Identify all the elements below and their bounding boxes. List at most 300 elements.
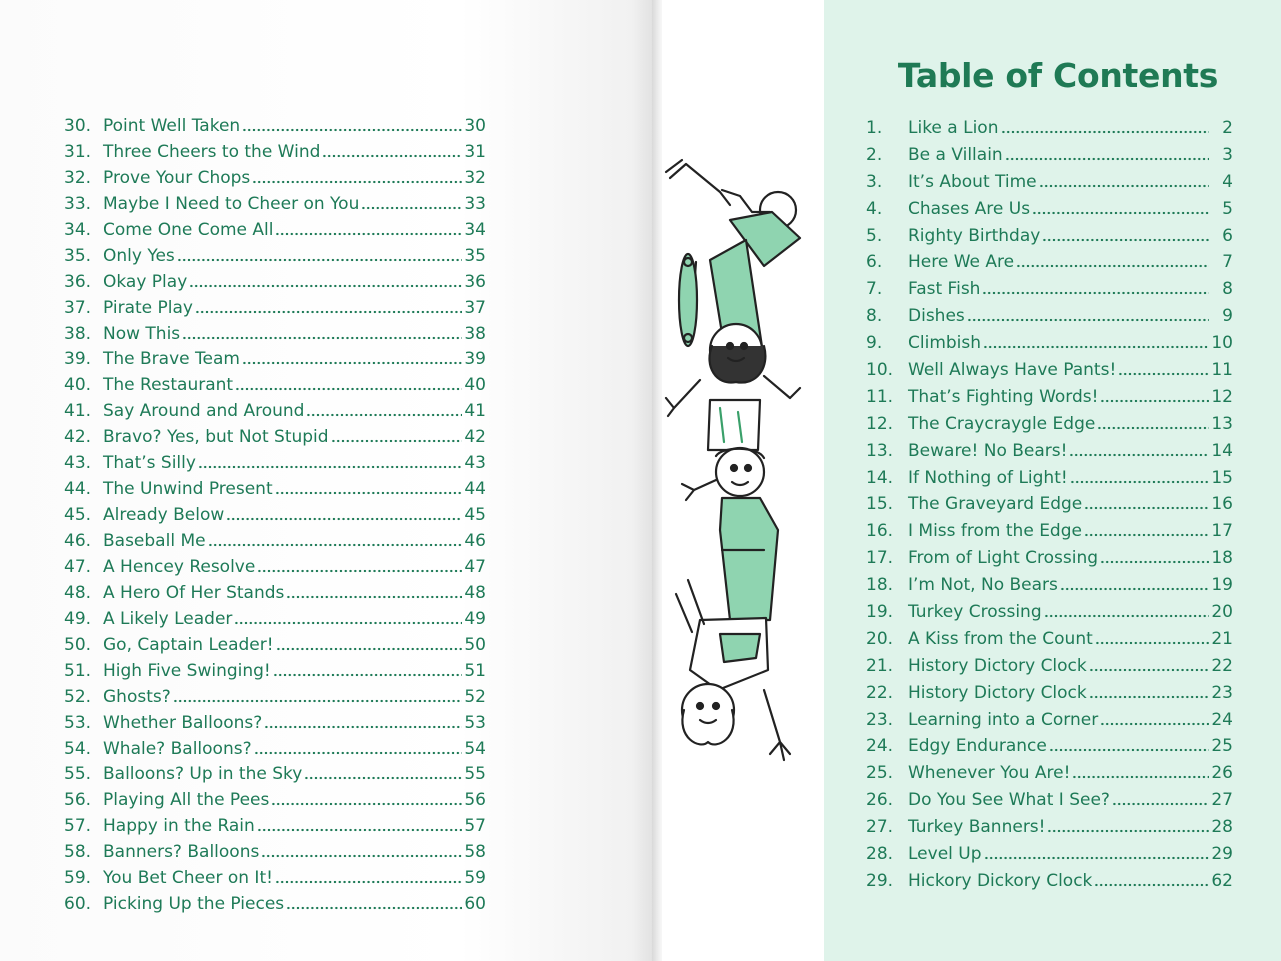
entry-title: Whale? Balloons? [103,738,252,759]
toc-entry [866,196,1233,223]
entry-page-number: 43 [464,453,486,474]
toc-entry [64,633,486,659]
dot-leader [226,509,462,521]
entry-number: 5. [866,225,883,246]
toc-entry [866,787,1233,814]
toc-entry [64,659,486,685]
entry-page-number: 32 [464,167,486,188]
entry-title: It’s About Time [908,171,1037,192]
toc-entry [64,244,486,270]
entry-page-number: 4 [1222,171,1233,192]
entry-page-number: 60 [464,894,486,915]
dot-leader [235,379,462,391]
dot-leader [1032,203,1209,215]
entry-title: Pirate Play [103,297,193,318]
toc-list-right [866,115,1233,895]
entry-page-number: 55 [464,764,486,785]
entry-page-number: 10 [1211,333,1233,354]
entry-page-number: 12 [1211,386,1233,407]
toc-entry [866,303,1233,330]
entry-title: Ghosts? [103,686,171,707]
entry-title: Like a Lion [908,118,999,138]
dot-leader [1070,472,1209,484]
toc-entry [64,840,486,866]
entry-title: Climbish [908,333,982,354]
entry-title: Okay Play [103,271,188,292]
toc-entry [866,760,1233,787]
entry-number: 14. [866,467,894,488]
dot-leader [1047,821,1209,833]
entry-number: 33. [64,193,92,214]
dot-leader [1049,740,1209,752]
entry-page-number: 11 [1211,360,1233,381]
entry-page-number: 38 [464,323,486,344]
dot-leader [1095,633,1209,645]
dot-leader [1060,579,1209,591]
entry-title: Happy in the Rain [103,816,255,837]
dot-leader [1084,498,1209,510]
entry-page-number: 50 [464,634,486,655]
entry-page-number: 23 [1211,682,1233,703]
toc-entry [866,384,1233,411]
entry-title: Turkey Banners! [908,817,1046,838]
entry-title: That’s Silly [103,453,196,474]
entry-page-number: 36 [464,271,486,292]
entry-title: A Hencey Resolve [103,556,256,577]
toc-entry [866,868,1233,895]
dot-leader [195,302,462,314]
entry-number: 51. [64,660,92,681]
dot-leader [1001,122,1210,134]
toc-entry [866,115,1233,142]
entry-page-number: 22 [1211,655,1233,676]
entry-number: 1. [866,118,883,138]
entry-number: 4. [866,198,883,219]
toc-entry [64,270,486,296]
entry-title: From of Light Crossing [908,548,1099,569]
dot-leader [1089,660,1209,672]
toc-entry [64,218,486,244]
entry-title: Edgy Endurance [908,736,1047,757]
dot-leader [984,848,1209,860]
entry-title: Baseball Me [103,531,206,551]
entry-number: 50. [64,634,92,655]
entry-page-number: 39 [464,349,486,370]
entry-page-number: 31 [464,141,486,162]
toc-entry [866,223,1233,250]
entry-number: 31. [64,141,92,162]
entry-title: Prove Your Chops [103,167,251,188]
entry-page-number: 17 [1211,521,1233,542]
entry-page-number: 33 [464,193,486,214]
toc-entry [866,626,1233,653]
dot-leader [1069,445,1209,457]
entry-title: I Miss from the Edge [908,521,1082,542]
toc-entry [64,503,486,529]
entry-number: 24. [866,736,894,757]
dot-leader [1042,230,1209,242]
entry-page-number: 24 [1211,709,1233,730]
toc-entry [866,169,1233,196]
entry-page-number: 59 [464,868,486,889]
entry-title: Banners? Balloons [103,842,260,863]
toc-entry [866,814,1233,841]
toc-entry [64,140,486,166]
entry-number: 37. [64,297,92,318]
entry-title: You Bet Cheer on It! [103,868,273,889]
toc-entry [866,276,1233,303]
entry-number: 48. [64,582,92,603]
toc-entry [866,330,1233,357]
dot-leader [286,898,462,910]
dot-leader [264,717,462,729]
entry-page-number: 57 [464,816,486,837]
entry-title: Say Around and Around [103,401,305,422]
entry-title: Chases Are Us [908,198,1031,219]
toc-entry [64,607,486,633]
entry-title: I’m Not, No Bears [908,575,1058,596]
dot-leader [322,146,462,158]
entry-number: 11. [866,386,894,407]
toc-list-left [64,114,486,918]
dot-leader [257,561,462,573]
dot-leader [173,691,462,703]
entry-title: Come One Come All [103,219,274,240]
cheering-kids-illustration [660,150,828,780]
entry-number: 25. [866,763,894,784]
entry-title: Three Cheers to the Wind [103,141,321,162]
dot-leader [276,639,462,651]
toc-entry [866,142,1233,169]
entry-title: The Unwind Present [103,479,273,500]
entry-page-number: 48 [464,582,486,603]
entry-title: Dishes [908,306,965,327]
dot-leader [1072,767,1209,779]
entry-page-number: 54 [464,738,486,759]
dot-leader [275,483,462,495]
toc-entry [866,653,1233,680]
entry-title: Already Below [103,505,225,526]
entry-number: 55. [64,764,92,785]
dot-leader [275,872,462,884]
toc-entry [866,841,1233,868]
toc-entry [64,425,486,451]
entry-page-number: 26 [1211,763,1233,784]
entry-number: 2. [866,144,883,165]
entry-title: A Kiss from the Count [908,628,1093,649]
entry-number: 49. [64,608,92,629]
entry-title: Now This [103,323,181,344]
entry-title: Only Yes [103,245,175,266]
entry-title: The Craycraygle Edge [908,413,1096,434]
toc-entry [64,555,486,581]
dot-leader [304,768,462,780]
entry-title: Level Up [908,844,982,865]
entry-page-number: 29 [1211,844,1233,865]
entry-title: Playing All the Pees [103,790,270,811]
dot-leader [271,794,462,806]
entry-page-number: 16 [1211,494,1233,515]
entry-page-number: 9 [1222,306,1233,327]
entry-number: 26. [866,790,894,811]
entry-title: A Hero Of Her Stands [103,582,285,603]
toc-entry [866,465,1233,492]
toc-entry [64,296,486,322]
dot-leader [1100,391,1209,403]
entry-page-number: 8 [1222,279,1233,300]
entry-page-number: 14 [1211,440,1233,461]
entry-page-number: 3 [1222,144,1233,165]
toc-entry [64,399,486,425]
entry-page-number: 35 [464,245,486,266]
entry-number: 9. [866,333,883,354]
entry-page-number: 30 [464,116,486,136]
entry-number: 60. [64,894,92,915]
dot-leader [189,276,462,288]
entry-title: Turkey Crossing [908,602,1042,623]
entry-title: If Nothing of Light! [908,467,1068,488]
toc-entry [866,357,1233,384]
entry-number: 12. [866,413,894,434]
entry-title: Here We Are [908,252,1015,273]
toc-entry [866,411,1233,438]
entry-page-number: 15 [1211,467,1233,488]
dot-leader [257,820,462,832]
entry-page-number: 34 [464,219,486,240]
entry-page-number: 47 [464,556,486,577]
toc-entry [866,733,1233,760]
toc-entry [64,192,486,218]
dot-leader [982,283,1209,295]
dot-leader [177,250,462,262]
entry-number: 21. [866,655,894,676]
entry-page-number: 49 [464,608,486,629]
toc-entry [64,477,486,503]
entry-page-number: 2 [1222,118,1233,138]
entry-page-number: 41 [464,401,486,422]
dot-leader [306,405,462,417]
dot-leader [983,337,1209,349]
entry-page-number: 42 [464,427,486,448]
entry-number: 28. [866,844,894,865]
entry-number: 56. [64,790,92,811]
toc-entry [866,680,1233,707]
dot-leader [208,535,462,547]
entry-title: Beware! No Bears! [908,440,1068,461]
entry-page-number: 27 [1211,790,1233,811]
entry-title: Balloons? Up in the Sky [103,764,303,785]
entry-number: 29. [866,870,894,891]
dot-leader [1016,256,1209,268]
entry-number: 47. [64,556,92,577]
entry-page-number: 58 [464,842,486,863]
dot-leader [242,353,462,365]
entry-number: 23. [866,709,894,730]
toc-entry [64,762,486,788]
entry-number: 53. [64,712,92,733]
entry-title: Be a Villain [908,144,1003,165]
dot-leader [275,224,462,236]
entry-number: 15. [866,494,894,515]
entry-title: Do You See What I See? [908,790,1110,811]
entry-title: The Brave Team [103,349,240,370]
entry-number: 8. [866,306,883,327]
dot-leader [1097,418,1209,430]
entry-number: 20. [866,628,894,649]
entry-number: 35. [64,245,92,266]
entry-page-number: 5 [1222,198,1233,219]
toc-entry [64,581,486,607]
toc-entry [64,814,486,840]
entry-title: Fast Fish [908,279,981,300]
entry-page-number: 51 [464,660,486,681]
page-title: Table of Contents [897,56,1219,95]
dot-leader [1044,606,1209,618]
toc-entry [866,572,1233,599]
entry-title: Maybe I Need to Cheer on You [103,193,360,214]
entry-title: Bravo? Yes, but Not Stupid [103,427,329,448]
entry-number: 41. [64,401,92,422]
dot-leader [254,743,462,755]
entry-number: 45. [64,505,92,526]
entry-title: A Likely Leader [103,608,233,629]
entry-title: Whether Balloons? [103,712,263,733]
dot-leader [1094,875,1209,887]
entry-title: Whenever You Are! [908,763,1071,784]
dot-leader [234,613,462,625]
entry-page-number: 53 [464,712,486,733]
entry-page-number: 19 [1211,575,1233,596]
toc-entry [866,491,1233,518]
dot-leader [361,198,462,210]
toc-entry [866,545,1233,572]
entry-number: 22. [866,682,894,703]
entry-number: 18. [866,575,894,596]
toc-entry [64,451,486,477]
entry-number: 34. [64,219,92,240]
toc-entry [866,249,1233,276]
dot-leader [1118,364,1209,376]
entry-page-number: 20 [1211,602,1233,623]
toc-entry [64,373,486,399]
entry-page-number: 62 [1211,870,1233,891]
entry-page-number: 21 [1211,628,1233,649]
entry-number: 43. [64,453,92,474]
toc-entry [64,529,486,555]
dot-leader [198,457,462,469]
entry-number: 16. [866,521,894,542]
entry-title: High Five Swinging! [103,660,271,681]
entry-title: Go, Captain Leader! [103,634,274,655]
dot-leader [1100,552,1209,564]
entry-number: 58. [64,842,92,863]
toc-entry [64,685,486,711]
entry-page-number: 45 [464,505,486,526]
dot-leader [252,172,462,184]
entry-number: 36. [64,271,92,292]
entry-number: 30. [64,116,92,136]
entry-page-number: 40 [464,375,486,396]
dot-leader [1089,687,1209,699]
entry-number: 13. [866,440,894,461]
entry-page-number: 37 [464,297,486,318]
entry-title: Well Always Have Pants! [908,360,1117,381]
entry-title: The Restaurant [103,375,234,396]
entry-page-number: 44 [464,479,486,500]
entry-title: Point Well Taken [103,116,241,136]
entry-number: 44. [64,479,92,500]
toc-entry [866,707,1233,734]
entry-page-number: 6 [1222,225,1233,246]
toc-entry [64,322,486,348]
dot-leader [1100,714,1209,726]
toc-entry [64,114,486,140]
toc-entry [64,711,486,737]
entry-number: 7. [866,279,883,300]
entry-number: 52. [64,686,92,707]
entry-number: 59. [64,868,92,889]
toc-entry [64,737,486,763]
entry-title: History Dictory Clock [908,655,1087,676]
entry-title: The Graveyard Edge [908,494,1083,515]
dot-leader [242,120,462,132]
dot-leader [1084,525,1209,537]
toc-entry [64,866,486,892]
entry-page-number: 28 [1211,817,1233,838]
entry-page-number: 52 [464,686,486,707]
dot-leader [1039,176,1209,188]
entry-number: 54. [64,738,92,759]
entry-title: History Dictory Clock [908,682,1087,703]
dot-leader [1005,149,1209,161]
toc-entry [64,788,486,814]
entry-title: Hickory Dickory Clock [908,870,1093,891]
toc-entry [866,518,1233,545]
entry-number: 46. [64,531,92,551]
entry-title: Picking Up the Pieces [103,894,285,915]
toc-entry [866,599,1233,626]
entry-number: 17. [866,548,894,569]
dot-leader [273,665,462,677]
entry-page-number: 46 [464,531,486,551]
entry-title: That’s Fighting Words! [908,386,1099,407]
entry-title: Righty Birthday [908,225,1041,246]
entry-number: 6. [866,252,883,273]
entry-number: 39. [64,349,92,370]
dot-leader [1112,794,1209,806]
dot-leader [967,310,1209,322]
entry-number: 38. [64,323,92,344]
entry-number: 32. [64,167,92,188]
entry-number: 10. [866,360,894,381]
entry-number: 57. [64,816,92,837]
entry-page-number: 25 [1211,736,1233,757]
entry-number: 42. [64,427,92,448]
dot-leader [182,328,462,340]
entry-title: Learning into a Corner [908,709,1099,730]
dot-leader [331,431,462,443]
entry-number: 3. [866,171,883,192]
dot-leader [261,846,462,858]
entry-number: 40. [64,375,92,396]
entry-number: 27. [866,817,894,838]
entry-page-number: 13 [1211,413,1233,434]
dot-leader [286,587,462,599]
entry-page-number: 18 [1211,548,1233,569]
toc-entry [866,438,1233,465]
entry-number: 19. [866,602,894,623]
entry-page-number: 56 [464,790,486,811]
